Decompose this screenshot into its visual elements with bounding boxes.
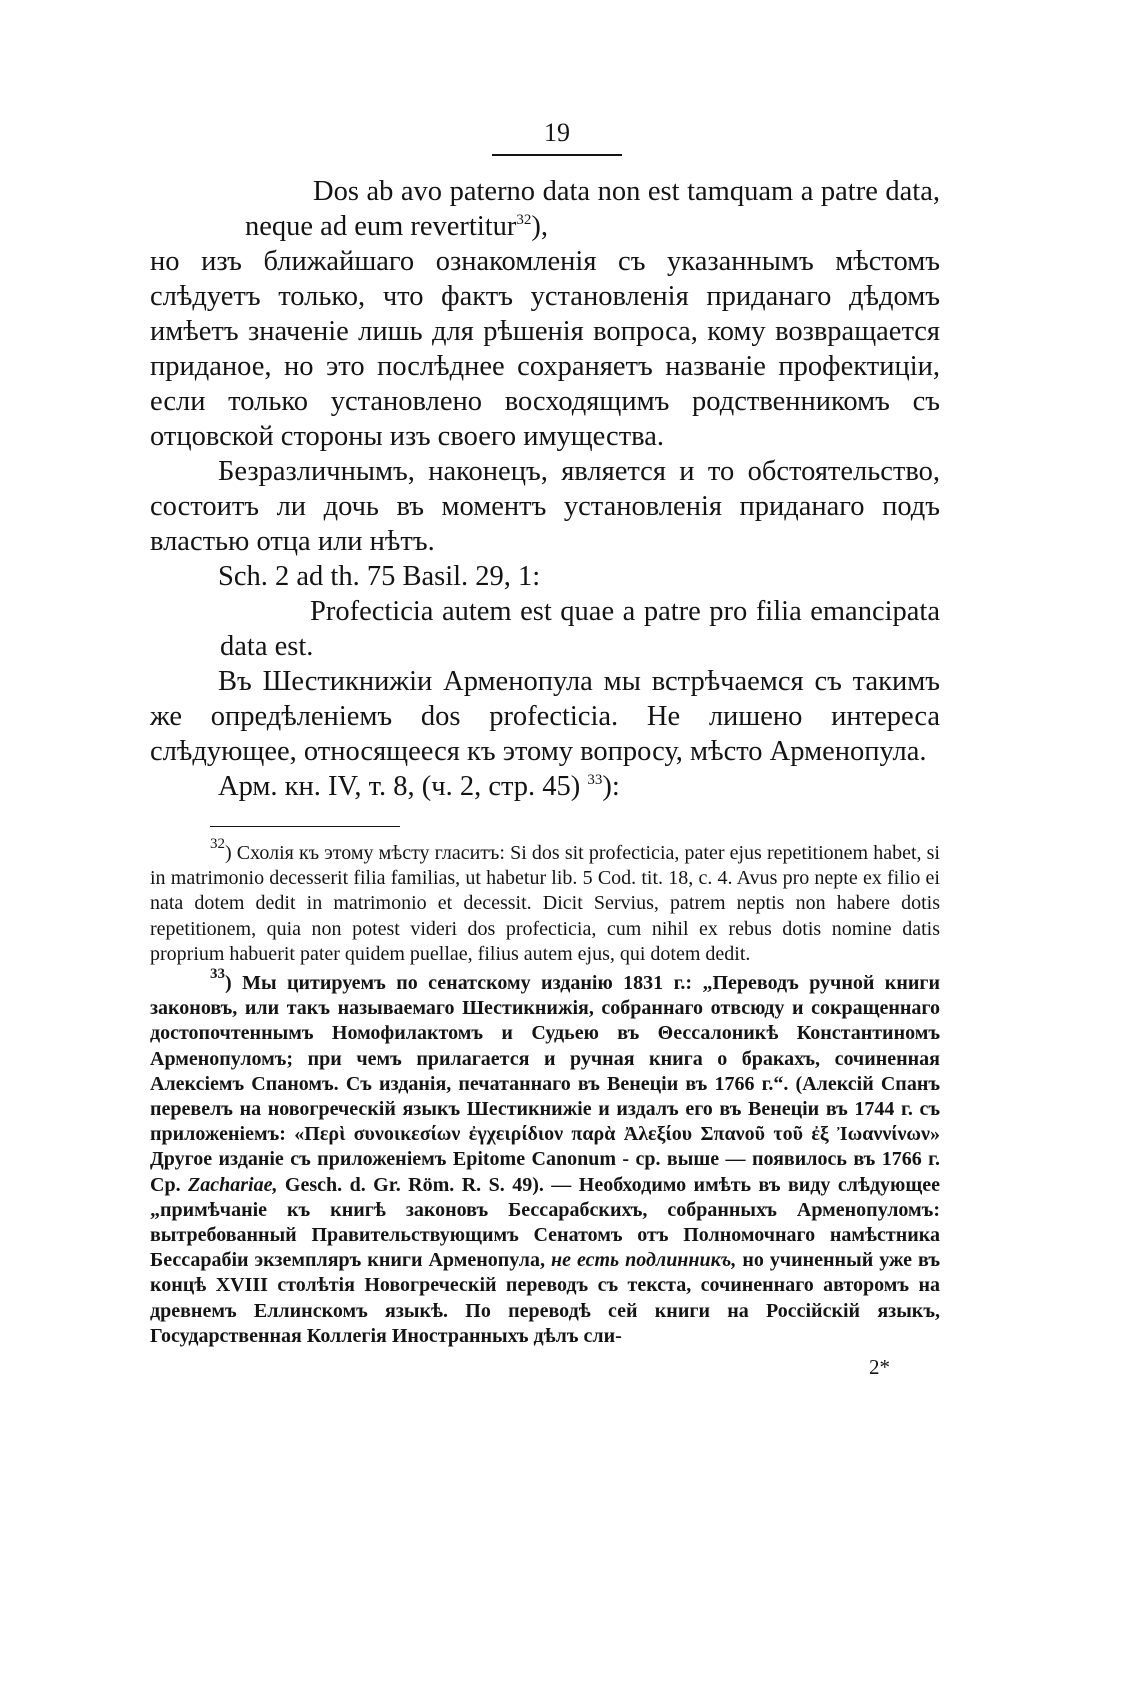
- paragraph-profectitia: но изъ ближайшаго ознакомленія съ указаннымъ мѣстомъ слѣдуетъ только, что фактъ установленія приданаго дѣдомъ имѣетъ значеніе лишь для рѣшенія вопроса, кому возвращается приданое, но это послѣднее сохраняетъ названіе профектиціи, если только установлено восходящимъ родственникомъ съ отцовской стороны изъ своего имущества.: [150, 246, 940, 452]
- paragraph-indifference: Безразличнымъ, наконецъ, является и то обстоятельство, состоитъ ли дочь въ моментъ установленія приданаго подъ властью отца или нѣтъ.: [150, 456, 940, 557]
- footnote-32: $^{32}$) Схолія къ этому мѣсту гласитъ: Si dos sit profecticia, pater ejus repetitionem habet, si in matrimonio decesserit filia familias, ut habetur lib. 5 Cod. tit. 18, c. 4. Avus pro nepte ex filio ei nata dotem dedit in matrimonio et decessit. Dicit Servius, patrem neptis non habere dotis repetitionem, quia non potest videri dos profecticia, cum nihil ex rebus dotis nomine datis proprium habuerit pater quidem puellae, filius autem ejus, qui dotem dedit.: [150, 836, 940, 965]
- citation-armenopulos: Арм. кн. IV, т. 8, (ч. 2, стр. 45) $^{33}$):: [218, 771, 620, 802]
- footnotes: [150, 836, 941, 1349]
- main-text: [150, 174, 940, 804]
- footnote-ref-32[interactable]: 32: [516, 212, 532, 228]
- footnote-mark-33: 33: [210, 966, 225, 983]
- page-number: 19: [492, 118, 622, 156]
- latin-quote-profecticia: Profecticia autem est quae a patre pro filia emancipata data est.: [220, 596, 940, 662]
- footnote-mark-32: 32: [210, 836, 225, 852]
- signature-mark: 2*: [869, 1355, 890, 1380]
- latin-quote-dos-ab-avo: Dos ab avo paterno data non est tamquam a patre data, neque ad eum revertitur$^{32}$),: [245, 176, 940, 242]
- citation-scholia-basilica: Sch. 2 ad th. 75 Basil. 29, 1:: [218, 561, 541, 592]
- footnote-divider: [210, 826, 400, 827]
- paragraph-armenopulos: Въ Шестикнижіи Арменопула мы встрѣчаемся съ такимъ же опредѣленіемъ dos profecticia. Не лишено интереса слѣдующее, относящееся къ этому вопросу, мѣсто Арменопула.: [150, 666, 940, 767]
- footnote-ref-33[interactable]: 33: [587, 772, 603, 788]
- book-page: [150, 118, 940, 1380]
- footnote-33: $^{33}$) Мы цитируемъ по сенатскому изданію 1831 г.: „Переводъ ручной книги законовъ, или такъ называемаго Шестикнижія, собраннаго отвсюду и сокращеннаго достопочтеннымъ Номофилактомъ и Судьею въ Θессалоникѣ Константиномъ Арменопуломъ; при чемъ прилагается и ручная книга о бракахъ, сочиненная Алексіемъ Спаномъ. Съ изданія, печатаннаго въ Венеціи въ 1766 г.“. (Алексій Спанъ перевелъ на новогреческій языкъ Шестикнижіе и издалъ его въ Венеціи въ 1744 г. съ приложеніемъ: «Περὶ συνοικεσίων ἐγχειρίδιον παρὰ Ἀλεξίου Σπανοῦ τοῦ ἐξ Ἰωαννίνων» Другое изданіе съ приложеніемъ Epitome Canonum - ср. выше — появилось въ 1766 г. Ср. Zachariae, Gesch. d. Gr. Röm. R. S. 49). — Необходимо имѣть въ виду слѣдующее „примѣчаніе къ книгѣ законовъ Бессарабскихъ, собранныхъ Арменопуломъ: вытребованный Правительствующимъ Сенатомъ отъ Полномочнаго намѣстника Бессарабіи экземпляръ книги Арменопула, не есть подлинникъ, но учиненный уже въ концѣ XVIII столѣтія Новогреческій переводъ съ текста, сочиненнаго авторомъ на древнемъ Еллинскомъ языкѣ. По переводѣ сей книги на Россійскій языкъ, Государственная Коллегія Иностранныхъ дѣлъ сли-: [150, 966, 941, 1347]
